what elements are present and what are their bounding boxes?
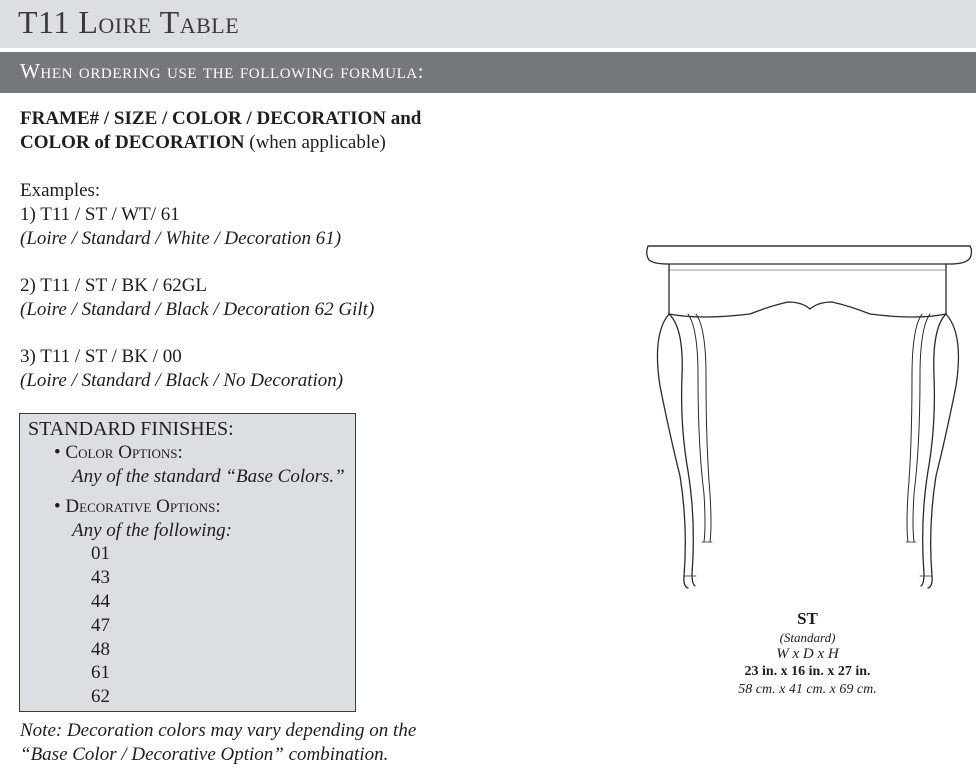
decoration-code: 62 [91,686,110,707]
decoration-code: 61 [91,662,110,683]
bullet: • [54,442,61,463]
standard-finishes-box [19,413,356,712]
color-options-item [54,442,183,464]
standard-finishes-heading: STANDARD FINISHES: [28,418,234,440]
decoration-code: 48 [91,639,110,660]
formula-and: and [385,108,422,129]
decorative-options-label: Decorative Options: [65,496,221,517]
formula-line-2 [20,132,386,154]
formula-decoration-color: COLOR of DECORATION [20,132,245,153]
example-code-1: 1) T11 / ST / WT/ 61 [20,204,180,225]
decorative-options-item [54,496,221,518]
decoration-code: 44 [91,591,110,612]
color-options-text: Any of the standard “Base Colors.” [72,466,345,487]
dimensions-inches: 23 in. x 16 in. x 27 in. [744,664,871,679]
page-title: T11 Loire Table [18,4,240,40]
note-line-2: “Base Color / Decorative Option” combination. [20,744,389,765]
bullet: • [54,496,61,517]
formula-fields: FRAME# / SIZE / COLOR / DECORATION [20,108,386,129]
decoration-code: 43 [91,567,110,588]
example-description-1: (Loire / Standard / White / Decoration 61) [20,228,342,249]
examples-label: Examples: [20,180,101,201]
note-line-1: Note: Decoration colors may vary depending on the [20,720,417,741]
formula-heading: When ordering use the following formula: [20,59,425,83]
size-name: (Standard) [779,630,836,645]
formula-when-applicable: (when applicable) [244,132,386,153]
decoration-code: 47 [91,615,110,636]
title-band [0,0,976,48]
example-description-2: (Loire / Standard / Black / Decoration 62 Gilt) [20,299,375,320]
formula-line-1 [20,108,421,130]
decoration-code: 01 [91,543,110,564]
color-options-label: Color Options: [65,442,183,463]
example-code-2: 2) T11 / ST / BK / 62GL [20,275,208,296]
dimensions-label: W x D x H [776,646,839,662]
example-code-3: 3) T11 / ST / BK / 00 [20,346,182,367]
size-code: ST [797,609,818,628]
example-description-3: (Loire / Standard / Black / No Decoration) [20,370,344,391]
formula-band [0,52,976,93]
loire-table-drawing [640,236,976,592]
dimensions-cm: 58 cm. x 41 cm. x 69 cm. [738,682,877,697]
decorative-options-text: Any of the following: [72,520,232,541]
